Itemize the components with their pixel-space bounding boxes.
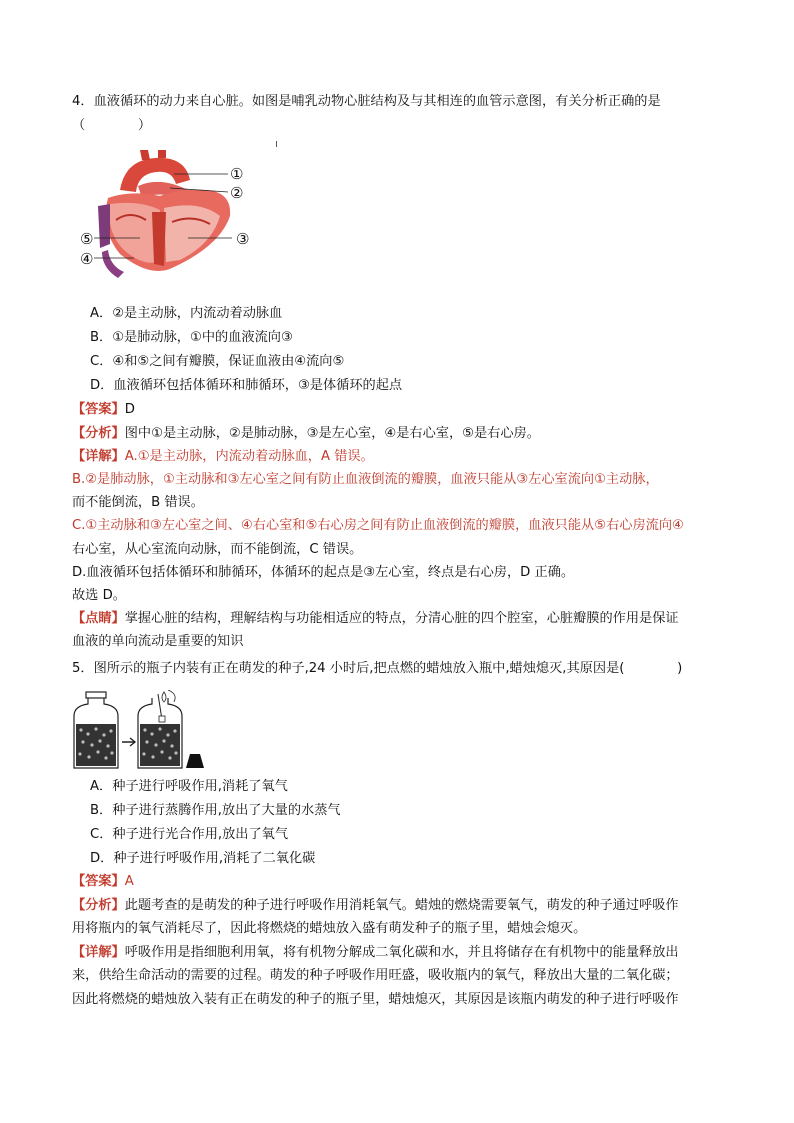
q4-point-row [72,609,732,629]
q4-stem-line1: 4．血液循环的动力来自心脏。如图是哺乳动物心脏结构及与其相连的血管示意图，有关分析正确的是 [72,94,661,109]
q4-analysis-row [72,424,732,444]
q5-detail-line3: 因此将燃烧的蜡烛放入装有正在萌发的种子的瓶子里，蜡烛熄灭，其原因是该瓶内萌发的种子进行呼吸作 [72,992,679,1007]
q5-analysis-row [72,896,732,916]
q4-detail-line3: 而不能倒流，B 错误。 [72,495,204,510]
q5-analysis-tag: 【分析】 [72,898,125,913]
q5-option-b: B．种子进行蒸腾作用,放出了大量的水蒸气 [90,803,341,818]
heart-label-1: ① [230,165,244,183]
q4-option-d: D．血液循环包括体循环和肺循环，③是体循环的起点 [90,378,403,393]
q4-detail-row [72,447,732,467]
heart-label-3: ③ [236,230,250,248]
bottles-diagram [72,690,212,772]
stray-mark [276,141,277,147]
q5-detail-line1: 呼吸作用是指细胞利用氧，将有机物分解成二氧化碳和水，并且将储存在有机物中的能量释放出 [124,945,679,960]
q5-answer: A [124,874,134,889]
q4-detail-line4-text: C.①主动脉和③左心室之间、④右心室和⑤右心房之间有防止血液倒流的瓣膜，血液只能从⑤右心房流向④ [72,518,684,533]
heart-label-4: ④ [80,250,94,268]
q5-detail-tag: 【详解】 [72,945,125,960]
q4-answer: D [124,402,135,417]
q5-analysis-line2: 用将瓶内的氧气消耗尽了，因此将燃烧的蜡烛放入盛有萌发种子的瓶子里，蜡烛会熄灭。 [72,921,587,936]
q4-detail-tag: 【详解】 [72,449,125,464]
q5-detail-line2: 来，供给生命活动的需要的过程。萌发的种子呼吸作用旺盛，吸收瓶内的氧气，释放出大量的二氧化碳； [72,968,679,983]
q5-option-c: C．种子进行光合作用,放出了氧气 [90,827,289,842]
q4-option-c: C．④和⑤之间有瓣膜，保证血液由④流向⑤ [90,354,345,369]
q4-detail-line6: D.血液循环包括体循环和肺循环，体循环的起点是③左心室，终点是右心房，D 正确。 [72,565,575,580]
q5-stem: 5．图所示的瓶子内装有正在萌发的种子,24 小时后,把点燃的蜡烛放入瓶中,蜡烛熄灭,其原因是( ) [72,661,683,676]
q4-option-a: A．②是主动脉，内流动着动脉血 [90,306,283,321]
q4-analysis-tag: 【分析】 [72,426,125,441]
q5-analysis-line1: 此题考查的是萌发的种子进行呼吸作用消耗氧气。蜡烛的燃烧需要氧气，萌发的种子通过呼吸作 [124,898,679,913]
heart-diagram [80,150,270,280]
q5-answer-tag: 【答案】 [72,874,125,889]
q4-answer-row [72,400,732,420]
q5-detail-row [72,943,732,963]
q4-detail-line5: 右心室，从心室流向动脉，而不能倒流，C 错误。 [72,542,363,557]
q4-detail-line2-text: B.②是肺动脉，①主动脉和③左心室之间有防止血液倒流的瓣膜，血液只能从③左心室流向①主动脉， [72,472,659,487]
q4-conclusion: 故选 D。 [72,588,126,603]
q5-answer-row [72,872,732,892]
q5-option-a: A．种子进行呼吸作用,消耗了氧气 [90,779,288,794]
q4-point-tag: 【点睛】 [72,611,125,626]
heart-label-5: ⑤ [80,230,94,248]
q5-option-d: D．种子进行呼吸作用,消耗了二氧化碳 [90,851,316,866]
heart-label-2: ② [230,184,244,202]
q4-detail-line4 [72,516,732,536]
q4-option-b: B．①是肺动脉，①中的血液流向③ [90,330,293,345]
q4-point-line1: 掌握心脏的结构，理解结构与功能相适应的特点，分清心脏的四个腔室，心脏瓣膜的作用是保证 [124,611,679,626]
q4-point-line2: 血液的单向流动是重要的知识 [72,634,244,649]
q4-detail-line2 [72,470,732,490]
q4-answer-tag: 【答案】 [72,402,125,417]
q4-stem-line2: （ ） [72,118,152,133]
q4-detail-line1: A.①是主动脉，内流动着动脉血，A 错误。 [124,449,374,464]
q4-analysis: 图中①是主动脉，②是肺动脉，③是左心室，④是右心室，⑤是右心房。 [124,426,540,441]
